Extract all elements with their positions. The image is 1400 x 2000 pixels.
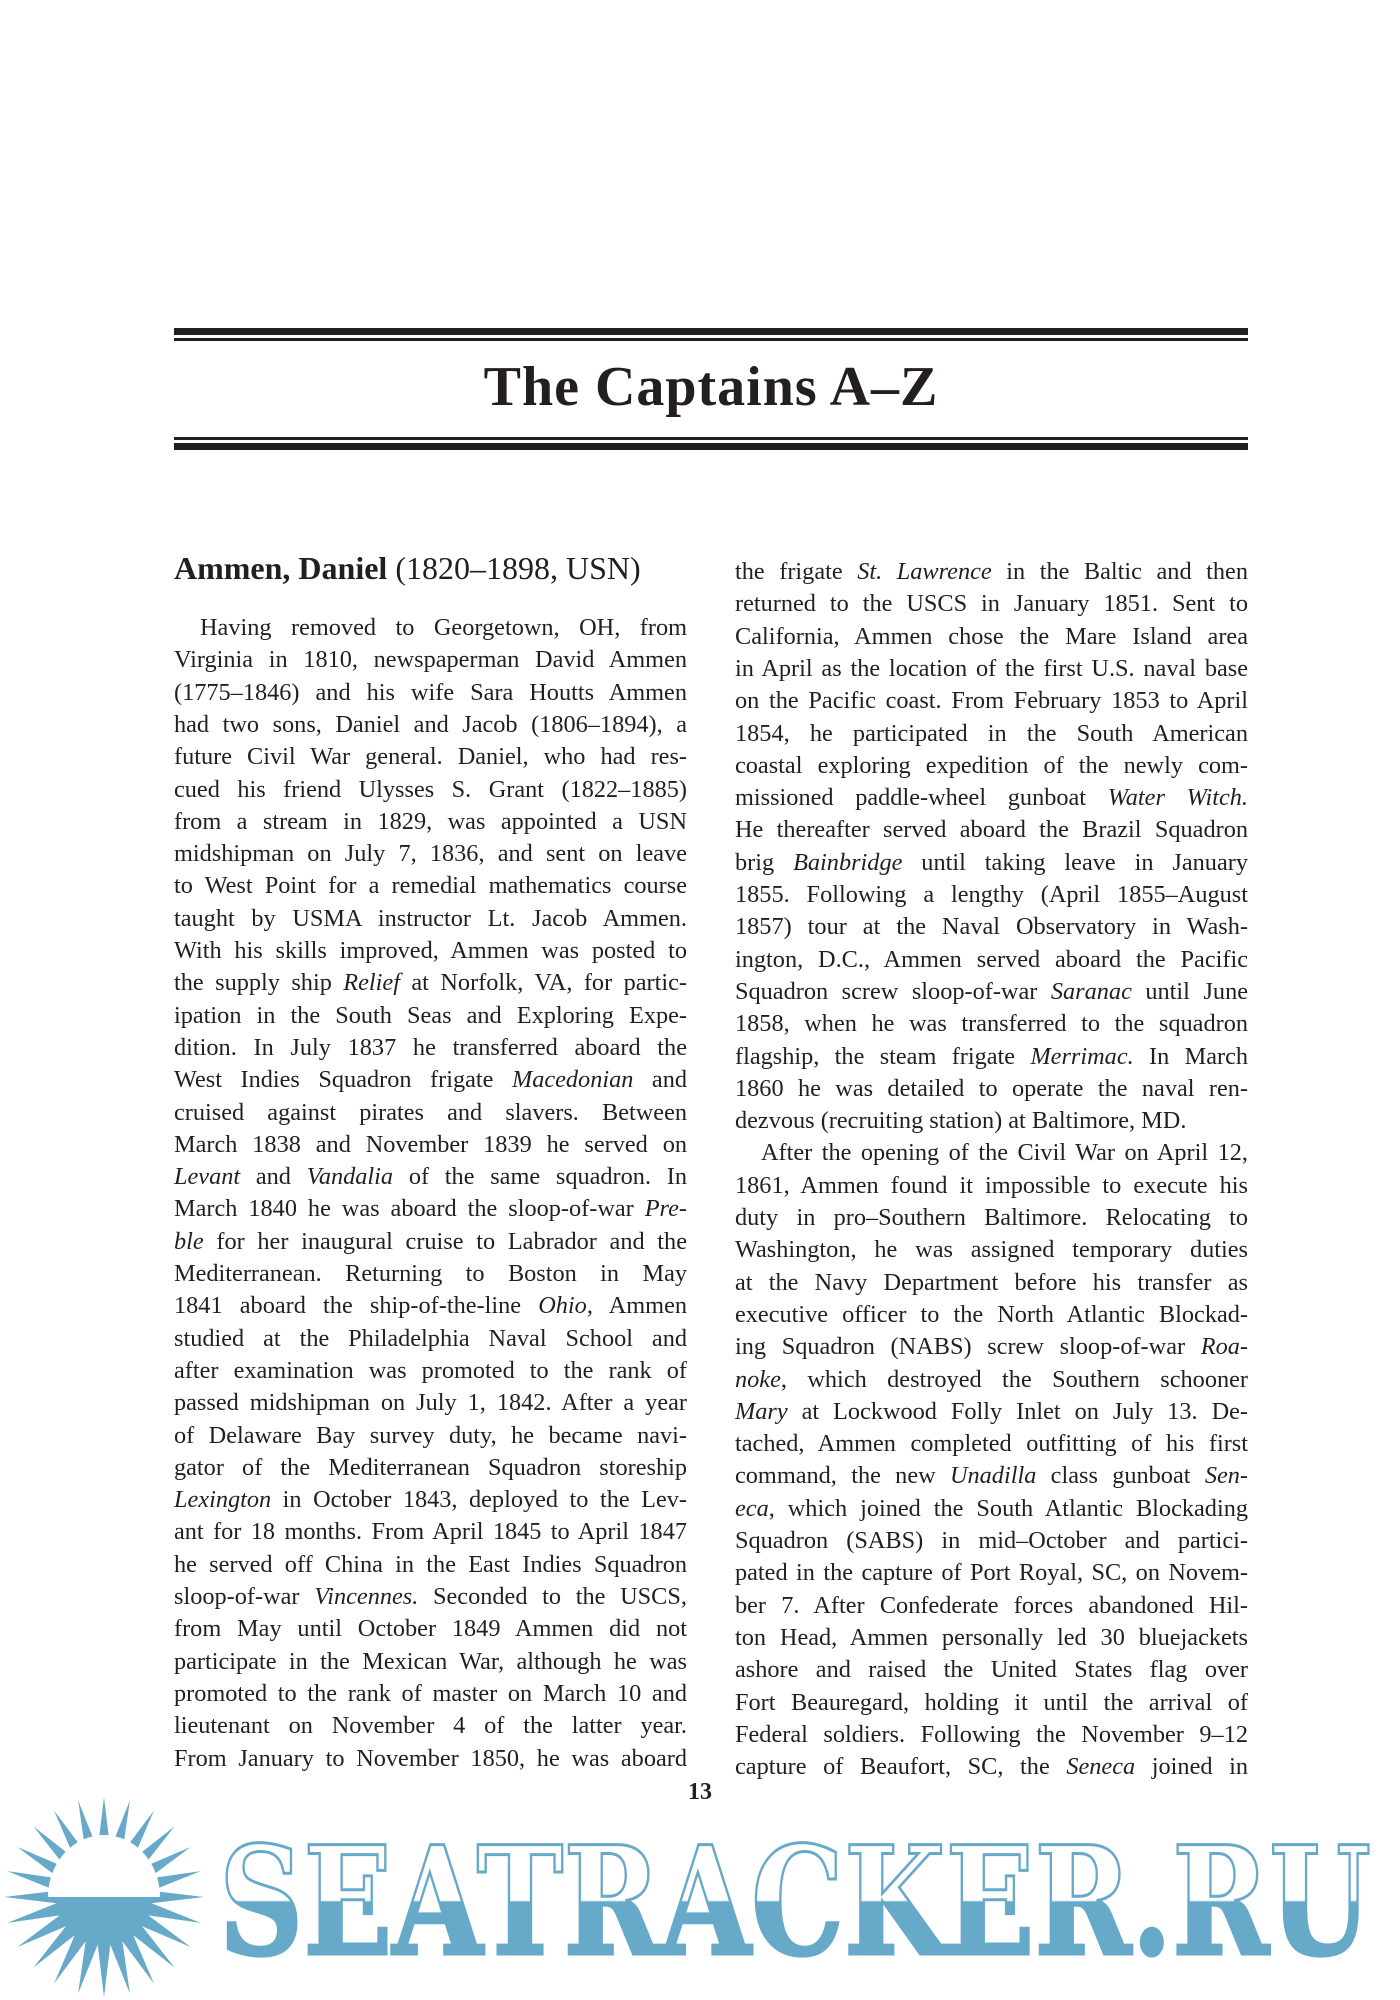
text-line bbox=[735, 1267, 1248, 1299]
text-segment: from a stream in 1829, was appointed a USN bbox=[174, 807, 687, 835]
text-line bbox=[735, 1590, 1248, 1622]
italic-text: Sen- bbox=[1204, 1462, 1248, 1490]
text-line bbox=[735, 782, 1248, 814]
text-segment: Squadron (SABS) in mid–October and partici- bbox=[735, 1527, 1248, 1554]
text-segment: ant for 18 months. From April 1845 to April 1847 bbox=[174, 1518, 687, 1546]
text-line bbox=[174, 1032, 687, 1064]
text-line bbox=[174, 1355, 687, 1387]
text-segment: 1858, when he was transferred to the squadron bbox=[735, 1010, 1248, 1038]
text-segment: After the opening of the Civil War on April 12, bbox=[761, 1139, 1248, 1167]
text-segment: California, Ammen chose the Mare Island area bbox=[735, 622, 1248, 650]
text-line bbox=[735, 653, 1248, 685]
text-line bbox=[735, 1299, 1248, 1331]
text-line bbox=[174, 903, 687, 935]
text-segment: at Lockwood Folly Inlet on July 13. De- bbox=[787, 1397, 1248, 1425]
text-segment: ashore and raised the United States flag over bbox=[735, 1656, 1248, 1684]
text-segment: Ammen bbox=[592, 1292, 688, 1320]
text-segment: In March bbox=[1133, 1042, 1248, 1070]
italic-text: Unadilla bbox=[949, 1462, 1037, 1490]
italic-text: Macedonian bbox=[511, 1066, 634, 1094]
page-number: 13 bbox=[688, 1779, 712, 1805]
italic-text: Vincennes. bbox=[314, 1583, 419, 1610]
italic-text: Vandalia bbox=[306, 1163, 394, 1191]
text-segment: pated in the capture of Port Royal, SC, on Novem- bbox=[735, 1559, 1248, 1587]
text-segment: the frigate bbox=[735, 558, 858, 585]
text-segment: ipation in the South Seas and Exploring Expe- bbox=[174, 1001, 687, 1029]
text-line bbox=[174, 741, 687, 773]
text-line bbox=[174, 1290, 687, 1322]
text-segment: 1857) tour at the Naval Observatory in Wash- bbox=[735, 913, 1248, 941]
text-segment: he served off China in the East Indies Squadron bbox=[174, 1550, 687, 1578]
text-segment: until taking leave in January bbox=[902, 848, 1248, 876]
text-segment: promoted to the rank of master on March 10 and bbox=[174, 1679, 687, 1707]
text-line bbox=[174, 967, 687, 999]
italic-text: Lexington bbox=[174, 1486, 272, 1514]
entry-heading bbox=[174, 548, 641, 588]
text-segment: taught by USMA instructor Lt. Jacob Ammen. bbox=[174, 904, 687, 932]
text-segment: command, the new bbox=[735, 1462, 950, 1490]
text-line bbox=[174, 1323, 687, 1355]
text-segment: March 1838 and November 1839 he served on bbox=[174, 1130, 687, 1158]
text-segment: passed midshipman on July 1, 1842. After a year bbox=[174, 1389, 687, 1417]
watermark-text: SEATRACKER.RU bbox=[219, 1814, 1371, 1990]
text-segment: future Civil War general. Daniel, who had res- bbox=[174, 743, 687, 771]
text-segment: Having removed to Georgetown, OH, from bbox=[200, 614, 687, 641]
text-segment: 1855. Following a lengthy (April 1855–August bbox=[735, 881, 1248, 908]
text-segment: ber 7. After Confederate forces abandoned Hil- bbox=[735, 1591, 1248, 1619]
text-line bbox=[174, 644, 687, 676]
text-segment: from May until October 1849 Ammen did not bbox=[174, 1615, 687, 1643]
text-line bbox=[174, 1129, 687, 1161]
text-segment: of the same squadron. In bbox=[393, 1163, 687, 1191]
text-segment: in the Baltic and then bbox=[991, 558, 1248, 585]
text-line bbox=[735, 1493, 1248, 1525]
italic-text: Seneca bbox=[1066, 1753, 1136, 1781]
text-segment: brig bbox=[735, 848, 794, 876]
text-segment: lieutenant on November 4 of the latter year. bbox=[174, 1712, 687, 1740]
text-segment: From January to November 1850, he was aboard bbox=[174, 1744, 687, 1772]
text-line bbox=[174, 1710, 687, 1742]
italic-text: Roa- bbox=[1200, 1333, 1248, 1361]
text-line bbox=[735, 1622, 1248, 1654]
text-line bbox=[174, 1420, 687, 1452]
text-segment: sloop-of-war bbox=[174, 1583, 315, 1610]
text-segment: Squadron screw sloop-of-war bbox=[735, 977, 1051, 1005]
text-line bbox=[735, 911, 1248, 943]
text-segment: flagship, the steam frigate bbox=[735, 1042, 1031, 1070]
text-line bbox=[735, 1073, 1248, 1105]
text-segment: March 1840 he was aboard the sloop-of-war bbox=[174, 1195, 645, 1223]
text-segment: missioned paddle-wheel gunboat bbox=[735, 784, 1108, 812]
bottom-rule-thin bbox=[174, 437, 1248, 440]
chapter-title: The Captains A–Z bbox=[483, 356, 939, 418]
text-segment: 1861, Ammen found it impossible to execute his bbox=[735, 1171, 1248, 1199]
text-line bbox=[174, 1097, 687, 1129]
text-segment: 1860 he was detailed to operate the naval ren- bbox=[735, 1074, 1248, 1102]
text-segment: on the Pacific coast. From February 1853 to April bbox=[735, 687, 1248, 715]
text-segment: cruised against pirates and slavers. Between bbox=[174, 1098, 687, 1126]
text-line bbox=[174, 1484, 687, 1516]
italic-text: eca bbox=[735, 1494, 769, 1522]
text-segment: midshipman on July 7, 1836, and sent on leave bbox=[174, 840, 687, 868]
text-line bbox=[174, 1743, 687, 1775]
text-line bbox=[735, 1105, 1248, 1137]
text-line bbox=[174, 1613, 687, 1645]
text-line bbox=[735, 976, 1248, 1008]
text-line bbox=[735, 685, 1248, 717]
text-line bbox=[735, 621, 1248, 653]
text-line bbox=[174, 709, 687, 741]
text-segment: and bbox=[240, 1163, 307, 1191]
text-line bbox=[174, 1193, 687, 1225]
text-line bbox=[735, 1137, 1248, 1169]
text-segment: duty in pro–Southern Baltimore. Relocating to bbox=[735, 1204, 1248, 1231]
text-line bbox=[174, 1064, 687, 1096]
text-line bbox=[735, 718, 1248, 750]
text-segment: had two sons, Daniel and Jacob (1806–1894), a bbox=[174, 710, 687, 738]
text-line bbox=[735, 1719, 1248, 1751]
text-segment: gator of the Mediterranean Squadron storeship bbox=[174, 1453, 687, 1481]
text-segment: dezvous (recruiting station) at Baltimore, MD. bbox=[735, 1107, 1187, 1135]
text-segment: dition. In July 1837 he transferred aboard the bbox=[174, 1033, 687, 1061]
text-line bbox=[174, 870, 687, 902]
text-line bbox=[174, 1258, 687, 1290]
text-line bbox=[735, 1202, 1248, 1234]
sun-icon bbox=[4, 1797, 204, 1997]
text-line bbox=[174, 935, 687, 967]
text-line bbox=[735, 1428, 1248, 1460]
text-line bbox=[735, 1331, 1248, 1363]
text-line bbox=[174, 612, 687, 644]
text-segment: of Delaware Bay survey duty, he became navi- bbox=[174, 1421, 687, 1449]
text-line bbox=[735, 556, 1248, 588]
text-line bbox=[735, 1170, 1248, 1202]
text-segment: coastal exploring expedition of the newly com- bbox=[735, 751, 1248, 779]
text-segment: 1841 aboard the ship-of-the-line bbox=[174, 1292, 539, 1320]
italic-text: Relief bbox=[343, 969, 400, 997]
text-segment: class gunboat bbox=[1036, 1462, 1205, 1490]
text-line bbox=[174, 1646, 687, 1678]
text-line bbox=[174, 1549, 687, 1581]
text-segment: ing Squadron (NABS) screw sloop-of-war bbox=[735, 1333, 1201, 1361]
text-segment: returned to the USCS in January 1851. Sent to bbox=[735, 590, 1248, 618]
text-line bbox=[735, 1234, 1248, 1266]
text-segment: studied at the Philadelphia Naval School and bbox=[174, 1324, 687, 1352]
text-line bbox=[735, 750, 1248, 782]
text-segment: Mediterranean. Returning to Boston in May bbox=[174, 1260, 687, 1287]
text-segment: executive officer to the North Atlantic Blockad- bbox=[735, 1300, 1248, 1328]
text-line bbox=[735, 847, 1248, 879]
text-line bbox=[174, 1581, 687, 1613]
text-segment: at Norfolk, VA, for partic- bbox=[399, 969, 687, 997]
text-line bbox=[735, 1041, 1248, 1073]
italic-text: Ohio, bbox=[538, 1292, 593, 1320]
text-segment: Fort Beauregard, holding it until the arrival of bbox=[735, 1688, 1248, 1716]
text-line bbox=[735, 1008, 1248, 1040]
text-line bbox=[735, 1654, 1248, 1686]
text-line bbox=[174, 677, 687, 709]
text-line bbox=[174, 1387, 687, 1419]
watermark-logo bbox=[0, 1790, 1400, 2000]
text-segment: ton Head, Ammen personally led 30 bluejackets bbox=[735, 1623, 1248, 1651]
text-line bbox=[735, 879, 1248, 911]
italic-text: Pre- bbox=[644, 1195, 687, 1223]
text-segment: Washington, he was assigned temporary duties bbox=[735, 1236, 1248, 1264]
text-line bbox=[174, 1516, 687, 1548]
text-line bbox=[735, 1525, 1248, 1557]
text-segment: in October 1843, deployed to the Lev- bbox=[271, 1486, 687, 1514]
text-line bbox=[174, 1000, 687, 1032]
text-segment: participate in the Mexican War, although he was bbox=[174, 1647, 687, 1675]
entry-dates: (1820–1898, USN) bbox=[395, 550, 641, 586]
italic-text: Saranac bbox=[1050, 977, 1132, 1005]
italic-text: Merrimac. bbox=[1030, 1042, 1134, 1070]
italic-text: Mary bbox=[735, 1397, 788, 1425]
text-segment: , which joined the South Atlantic Blockading bbox=[768, 1494, 1248, 1522]
italic-text: Water Witch. bbox=[1107, 784, 1248, 812]
text-line bbox=[174, 806, 687, 838]
text-segment: ington, D.C., Ammen served aboard the Pacific bbox=[735, 945, 1248, 973]
italic-text: Levant bbox=[174, 1163, 241, 1191]
text-segment: at the Navy Department before his transfer as bbox=[735, 1268, 1248, 1296]
italic-text: ble bbox=[174, 1227, 204, 1255]
text-segment: until June bbox=[1131, 977, 1248, 1005]
text-line bbox=[735, 1687, 1248, 1719]
text-line bbox=[174, 1678, 687, 1710]
top-rule-thick bbox=[174, 328, 1248, 335]
text-segment: He thereafter served aboard the Brazil Squadron bbox=[735, 816, 1248, 844]
text-segment: , which destroyed the Southern schooner bbox=[780, 1365, 1248, 1393]
text-line bbox=[735, 814, 1248, 846]
text-segment: West Indies Squadron frigate bbox=[174, 1066, 512, 1094]
text-line bbox=[735, 1396, 1248, 1428]
text-line bbox=[174, 838, 687, 870]
text-line bbox=[735, 1460, 1248, 1492]
text-line bbox=[174, 1226, 687, 1258]
text-segment: Federal soldiers. Following the November 9–12 bbox=[735, 1720, 1248, 1748]
bottom-rule-thick bbox=[174, 443, 1248, 450]
text-line bbox=[735, 588, 1248, 620]
text-line bbox=[174, 774, 687, 806]
top-rule-thin bbox=[174, 338, 1248, 341]
text-segment: joined in bbox=[1135, 1753, 1249, 1781]
text-segment: and bbox=[633, 1066, 688, 1094]
text-segment: to West Point for a remedial mathematics course bbox=[174, 872, 687, 900]
text-segment: (1775–1846) and his wife Sara Houtts Ammen bbox=[174, 678, 687, 706]
text-line bbox=[174, 1161, 687, 1193]
italic-text: St. Lawrence bbox=[857, 558, 992, 585]
text-segment: in April as the location of the first U.S. naval base bbox=[735, 654, 1248, 682]
text-segment: the supply ship bbox=[174, 969, 344, 997]
text-segment: capture of Beaufort, SC, the bbox=[735, 1753, 1067, 1781]
text-segment: Virginia in 1810, newspaperman David Ammen bbox=[174, 646, 687, 674]
italic-text: noke bbox=[735, 1365, 781, 1393]
entry-name: Ammen, Daniel bbox=[174, 550, 388, 586]
italic-text: Bainbridge bbox=[793, 848, 903, 876]
text-segment: for her inaugural cruise to Labrador and the bbox=[203, 1227, 687, 1255]
text-segment: With his skills improved, Ammen was posted to bbox=[174, 937, 687, 964]
text-line bbox=[735, 1364, 1248, 1396]
text-segment: cued his friend Ulysses S. Grant (1822–1885) bbox=[174, 775, 687, 803]
text-line bbox=[735, 944, 1248, 976]
text-segment: Seconded to the USCS, bbox=[418, 1583, 687, 1610]
text-segment: tached, Ammen completed outfitting of his first bbox=[735, 1430, 1248, 1458]
text-segment: 1854, he participated in the South American bbox=[735, 719, 1248, 747]
text-line bbox=[735, 1557, 1248, 1589]
text-segment: after examination was promoted to the rank of bbox=[174, 1356, 687, 1384]
text-line bbox=[174, 1452, 687, 1484]
